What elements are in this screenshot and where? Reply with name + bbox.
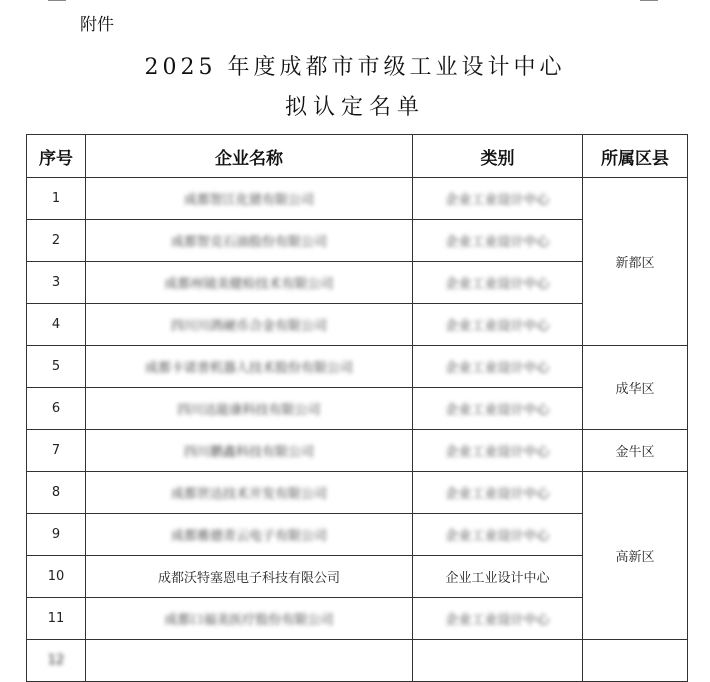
company-name-cell — [86, 556, 413, 598]
category-cell — [413, 598, 583, 640]
district-cell: 金牛区 — [583, 430, 688, 472]
category-text: 企业工业设计中心 — [445, 235, 550, 250]
company-name: 四川鹏鑫科技有限公司 — [183, 445, 314, 460]
company-name-cell — [86, 304, 413, 346]
company-name: 成都沃特塞恩电子科技有限公司 — [157, 571, 340, 586]
category-cell — [413, 430, 583, 472]
document-title-line2: 拟认定名单 — [284, 95, 425, 120]
category-cell — [413, 262, 583, 304]
header-seq: 序号 — [27, 135, 86, 178]
district-cell: 新都区 — [583, 178, 688, 346]
company-name-cell — [86, 472, 413, 514]
category-text: 企业工业设计中心 — [445, 361, 550, 376]
row-seq: 2 — [27, 220, 86, 262]
category-text: 企业工业设计中心 — [445, 487, 550, 502]
district-cell: 成华区 — [583, 346, 688, 430]
table-row — [27, 472, 688, 514]
district-cell: 高新区 — [583, 472, 688, 640]
row-seq: 5 — [27, 346, 86, 388]
company-name: 成都雅德青云电子有限公司 — [170, 529, 327, 544]
company-name: 成都口福美医疗股份有限公司 — [164, 613, 334, 628]
company-name-cell — [86, 346, 413, 388]
row-seq: 9 — [27, 514, 86, 556]
category-cell — [413, 514, 583, 556]
category-text: 企业工业设计中心 — [445, 319, 550, 334]
table-row — [27, 640, 688, 682]
company-name: 成都世达技术开发有限公司 — [170, 487, 327, 502]
row-seq: 4 — [27, 304, 86, 346]
category-text: 企业工业设计中心 — [445, 403, 550, 418]
table-body — [27, 178, 688, 682]
company-name: 成都州镜美健检技术有限公司 — [164, 277, 334, 292]
row-seq: 10 — [27, 556, 86, 598]
company-name: 成都智江化猪有限公司 — [183, 193, 314, 208]
company-name: 四川达能康科技有限公司 — [177, 403, 321, 418]
category-cell — [413, 178, 583, 220]
document-title-line1: 2025 年度成都市市级工业设计中心 — [144, 55, 566, 80]
company-name: 成都卡诺普机器人技术股份有限公司 — [144, 361, 353, 376]
category-text: 企业工业设计中心 — [445, 529, 550, 544]
company-name-cell — [86, 178, 413, 220]
company-name-cell — [86, 220, 413, 262]
company-name-cell — [86, 430, 413, 472]
row-seq: 11 — [27, 598, 86, 640]
category-text: 企业工业设计中心 — [445, 571, 550, 586]
company-name: 四川川鸽硬币合金有限公司 — [170, 319, 327, 334]
row-seq: 7 — [27, 430, 86, 472]
company-name-cell — [86, 640, 413, 682]
category-cell — [413, 472, 583, 514]
row-seq: 1 — [27, 178, 86, 220]
table-header-row — [27, 135, 688, 178]
category-cell — [413, 640, 583, 682]
category-text: 企业工业设计中心 — [445, 445, 550, 460]
header-company-name: 企业名称 — [86, 135, 413, 178]
category-text: 企业工业设计中心 — [445, 613, 550, 628]
header-district: 所属区县 — [583, 135, 688, 178]
category-cell — [413, 388, 583, 430]
row-seq: 8 — [27, 472, 86, 514]
row-seq: 6 — [27, 388, 86, 430]
category-text: 企业工业设计中心 — [445, 193, 550, 208]
company-list-table — [26, 134, 688, 682]
category-cell — [413, 346, 583, 388]
corner-mark-left — [48, 0, 66, 1]
category-cell — [413, 220, 583, 262]
corner-mark-right — [640, 0, 658, 1]
district-cell — [583, 640, 688, 682]
company-name-cell — [86, 598, 413, 640]
row-seq: 12 — [27, 640, 86, 682]
company-name: 成都智克石油股份有限公司 — [170, 235, 327, 250]
table-row — [27, 178, 688, 220]
company-name-cell — [86, 388, 413, 430]
row-seq: 3 — [27, 262, 86, 304]
category-cell — [413, 304, 583, 346]
table-row — [27, 346, 688, 388]
attachment-label: 附件 — [80, 15, 114, 35]
table-row — [27, 430, 688, 472]
company-name-cell — [86, 514, 413, 556]
category-cell — [413, 556, 583, 598]
header-category: 类别 — [413, 135, 583, 178]
company-name-cell — [86, 262, 413, 304]
category-text: 企业工业设计中心 — [445, 277, 550, 292]
